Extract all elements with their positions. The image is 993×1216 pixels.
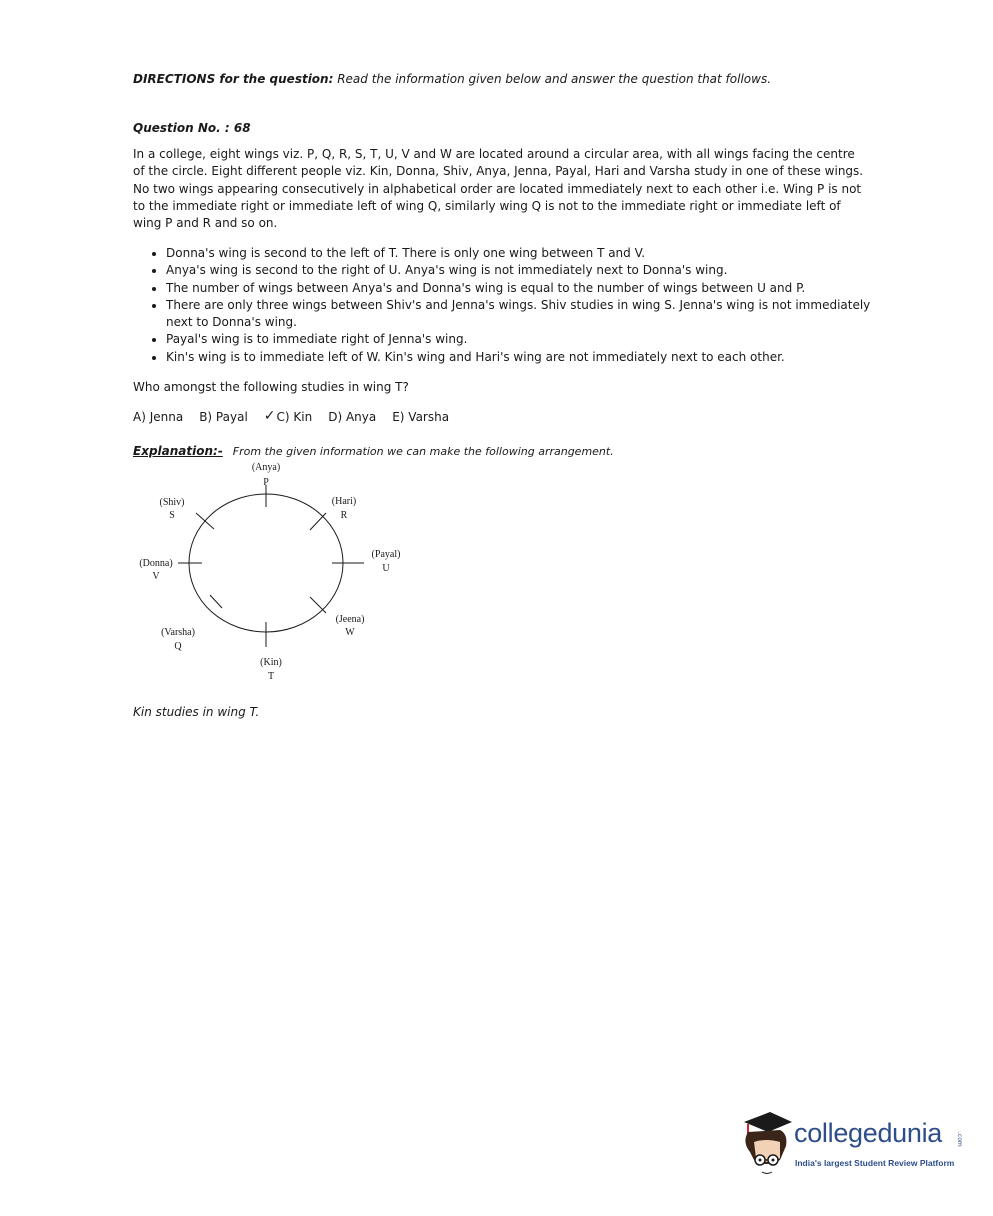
clue-item: • Kin's wing is to immediate left of W. Kin's wing and Hari's wing are not immediately next to each other. xyxy=(166,349,896,366)
tick-w xyxy=(310,597,326,613)
tick-r xyxy=(310,513,326,530)
node-p-name: (Anya) xyxy=(251,462,281,473)
option-d-label: D) Anya xyxy=(328,410,377,424)
option-c-label: C) Kin xyxy=(276,410,313,424)
conclusion: Kin studies in wing T. xyxy=(133,705,260,719)
clue-item: • There are only three wings between Shiv's and Jenna's wings. Shiv studies in wing S. Jenna's wing is not immediately next to Donna's wing. xyxy=(166,297,896,332)
directions xyxy=(133,72,771,86)
option-d xyxy=(328,409,376,425)
node-q-name: (Varsha) xyxy=(161,627,195,638)
question-text: Who amongst the following studies in wing T? xyxy=(133,380,409,394)
clue-item: • Anya's wing is second to the right of U. Anya's wing is not immediately next to Donna's wing. xyxy=(166,262,896,279)
passage: In a college, eight wings viz. P, Q, R, S, T, U, V and W are located around a circular area, with all wings facing the centre of the circle. Eight different people viz. Kin, Donna, Shiv, Anya, Jenna, Payal, Hari and Varsha study in one of these wings. No two wings appearing consecutively in alphabetical order are located immediately next to each other i.e. Wing P is not to the immediate right or immediate left of wing Q, similarly wing Q is not to the immediate right or immediate left of wing P and R and so on. xyxy=(133,147,864,231)
logo-tagline: India's largest Student Review Platform xyxy=(795,1158,955,1168)
node-v-name: (Donna) xyxy=(139,558,173,569)
tick-q xyxy=(210,595,222,608)
collegedunia-logo xyxy=(740,1108,970,1180)
node-w-name: (Jeena) xyxy=(335,614,365,625)
logo-wordmark: collegedunia xyxy=(794,1118,943,1148)
node-r-wing: R xyxy=(340,510,348,521)
option-a xyxy=(133,409,183,425)
node-u-name: (Payal) xyxy=(371,549,401,560)
tick-s xyxy=(196,513,214,529)
clue-item: • The number of wings between Anya's and Donna's wing is equal to the number of wings between U and P. xyxy=(166,280,896,297)
logo-suffix: .com xyxy=(956,1132,963,1147)
node-t-wing: T xyxy=(267,671,275,682)
clue-item: • Donna's wing is second to the left of T. There is only one wing between T and V. xyxy=(166,245,896,262)
option-c xyxy=(264,409,312,425)
node-q-wing: Q xyxy=(174,641,182,652)
circle-area xyxy=(189,494,343,632)
option-b xyxy=(199,409,248,425)
node-u-wing: U xyxy=(382,563,390,574)
explanation-label: Explanation:- xyxy=(133,444,223,458)
explanation-text: From the given information we can make the following arrangement. xyxy=(232,445,614,458)
answer-options xyxy=(133,409,449,425)
node-t-name: (Kin) xyxy=(260,657,282,668)
node-s-name: (Shiv) xyxy=(159,497,185,508)
option-e xyxy=(392,409,449,425)
node-r-name: (Hari) xyxy=(331,496,357,507)
directions-text: Read the information given below and answer the question that follows. xyxy=(333,72,772,86)
checkmark-icon: ✓ xyxy=(263,408,276,424)
option-a-label: A) Jenna xyxy=(133,410,184,424)
node-w-wing: W xyxy=(345,627,355,638)
mascot-icon xyxy=(740,1108,794,1180)
node-s-wing: S xyxy=(169,510,175,521)
node-v-wing: V xyxy=(152,571,160,582)
clue-list xyxy=(147,245,896,366)
node-p-wing: P xyxy=(263,477,269,488)
option-e-label: E) Varsha xyxy=(392,410,450,424)
clue-item: • Payal's wing is to immediate right of Jenna's wing. xyxy=(166,331,896,348)
directions-label: DIRECTIONS for the question: xyxy=(133,72,334,86)
seating-diagram xyxy=(130,455,401,690)
question-number: Question No. : 68 xyxy=(133,121,251,135)
option-b-label: B) Payal xyxy=(199,410,248,424)
